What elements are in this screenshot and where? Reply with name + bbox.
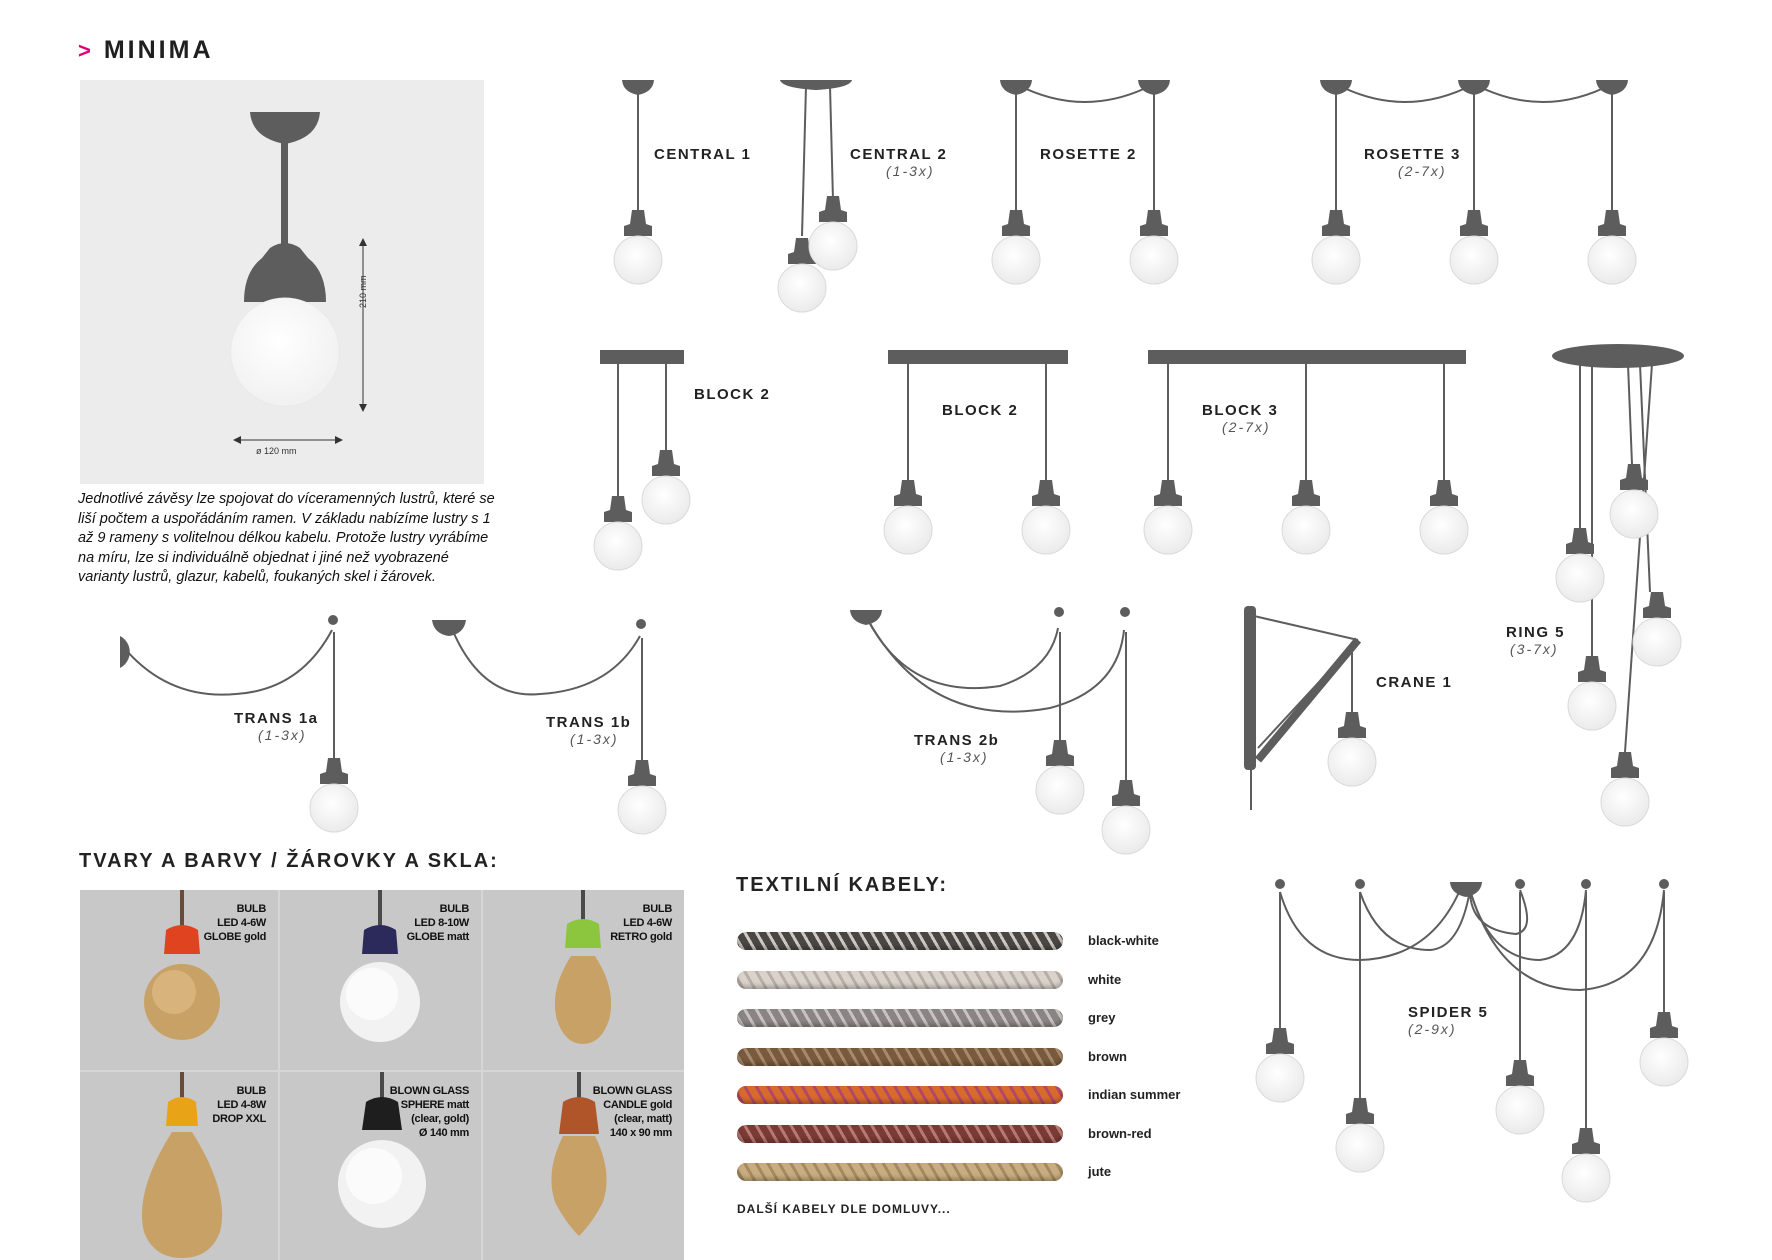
variant-rosette-2-label: ROSETTE 2 [1040,146,1137,163]
variant-trans-1a-label: TRANS 1a [234,710,319,727]
cable-swatch-black-white [737,932,1063,950]
bulb-card-sphere-matt [280,1072,481,1260]
cable-name: jute [1088,1164,1112,1179]
variant-trans-1b-count: (1-3x) [570,731,619,747]
variant-block-3-count: (2-7x) [1222,419,1271,435]
bulb-card-drop-xxl [80,1072,278,1260]
shapes-section-title: TVARY A BARVY / ŽÁROVKY A SKLA: [79,850,499,872]
bulb-card-label: BULB LED 8-10W GLOBE matt [406,903,469,943]
intro-paragraph: Jednotlivé závěsy lze spojovat do víceramenných lustrů, které se liší počtem a uspořádáním ramen. V základu nabízíme lustry s 1 až 9 rameny s volitelnou délkou kabelu. Protože lustry vyrábíme na míru, lze si individuálně objednat i jiné než vyobrazené varianty lustrů, glazur, kabelů, foukaných skel i žárovek. [78,491,495,585]
variant-central-1-label: CENTRAL 1 [654,146,752,163]
variant-trans-1b-label: TRANS 1b [546,714,632,731]
variant-spider-5-label: SPIDER 5 [1408,1004,1489,1021]
variant-spider-5-count: (2-9x) [1408,1021,1457,1037]
cable-name: grey [1088,1010,1116,1025]
cable-swatch-brown-red [737,1125,1063,1143]
cable-name: brown-red [1088,1125,1152,1141]
cable-name: brown [1088,1048,1127,1064]
bulb-grid [80,890,684,1260]
diameter-dimension: ø 120 mm [256,446,297,456]
variant-block-2-small-label: BLOCK 2 [694,386,771,403]
variant-crane-1-label: CRANE 1 [1376,674,1453,691]
cable-swatch-grey [737,1009,1063,1027]
page-title-text: MINIMA [103,36,214,64]
cable-name: indian summer [1088,1087,1181,1102]
bulb-card-label: BLOWN GLASS SPHERE matt (clear, gold) Ø 140 mm [389,1085,469,1139]
bulb-card-globe-gold [80,890,278,1070]
variant-trans-1a-count: (1-3x) [258,727,307,743]
cable-swatch-brown [737,1048,1063,1066]
variant-block-2-label: BLOCK 2 [942,402,1019,419]
cable-name: black-white [1088,933,1159,948]
variant-ring-5-count: (3-7x) [1510,641,1559,657]
height-dimension: 210 mm [358,275,368,308]
cables-section-title: TEXTILNÍ KABELY: [736,874,949,896]
variant-trans-2b-count: (1-3x) [940,749,989,765]
variant-central-2-count: (1-3x) [886,163,935,179]
cables-note: DALŠÍ KABELY DLE DOMLUVY... [737,1202,951,1216]
bulb-card-retro-gold [483,890,684,1070]
variant-central-2-label: CENTRAL 2 [850,146,948,163]
variant-ring-5-label: RING 5 [1506,624,1566,641]
cable-name: white [1088,971,1122,987]
variant-rosette-3-count: (2-7x) [1398,163,1447,179]
bulb-card-label: BLOWN GLASS CANDLE gold (clear, matt) 140 x 90 mm [592,1085,672,1139]
chevron-right-icon: > [78,38,94,63]
variant-block-3-label: BLOCK 3 [1202,402,1279,419]
bulb-card-globe-matt [280,890,481,1070]
cable-swatch-jute [737,1163,1063,1181]
variant-rosette-3-label: ROSETTE 3 [1364,146,1461,163]
bulb-card-label: BULB LED 4-8W DROP XXL [212,1085,266,1125]
bulb-card-label: BULB LED 4-6W GLOBE gold [203,903,266,943]
bulb-card-candle-gold [483,1072,684,1260]
cable-swatch-indian-summer [737,1086,1063,1104]
variant-trans-2b-label: TRANS 2b [914,732,1000,749]
bulb-card-label: BULB LED 4-6W RETRO gold [610,903,672,943]
cable-swatch-white [737,971,1063,989]
